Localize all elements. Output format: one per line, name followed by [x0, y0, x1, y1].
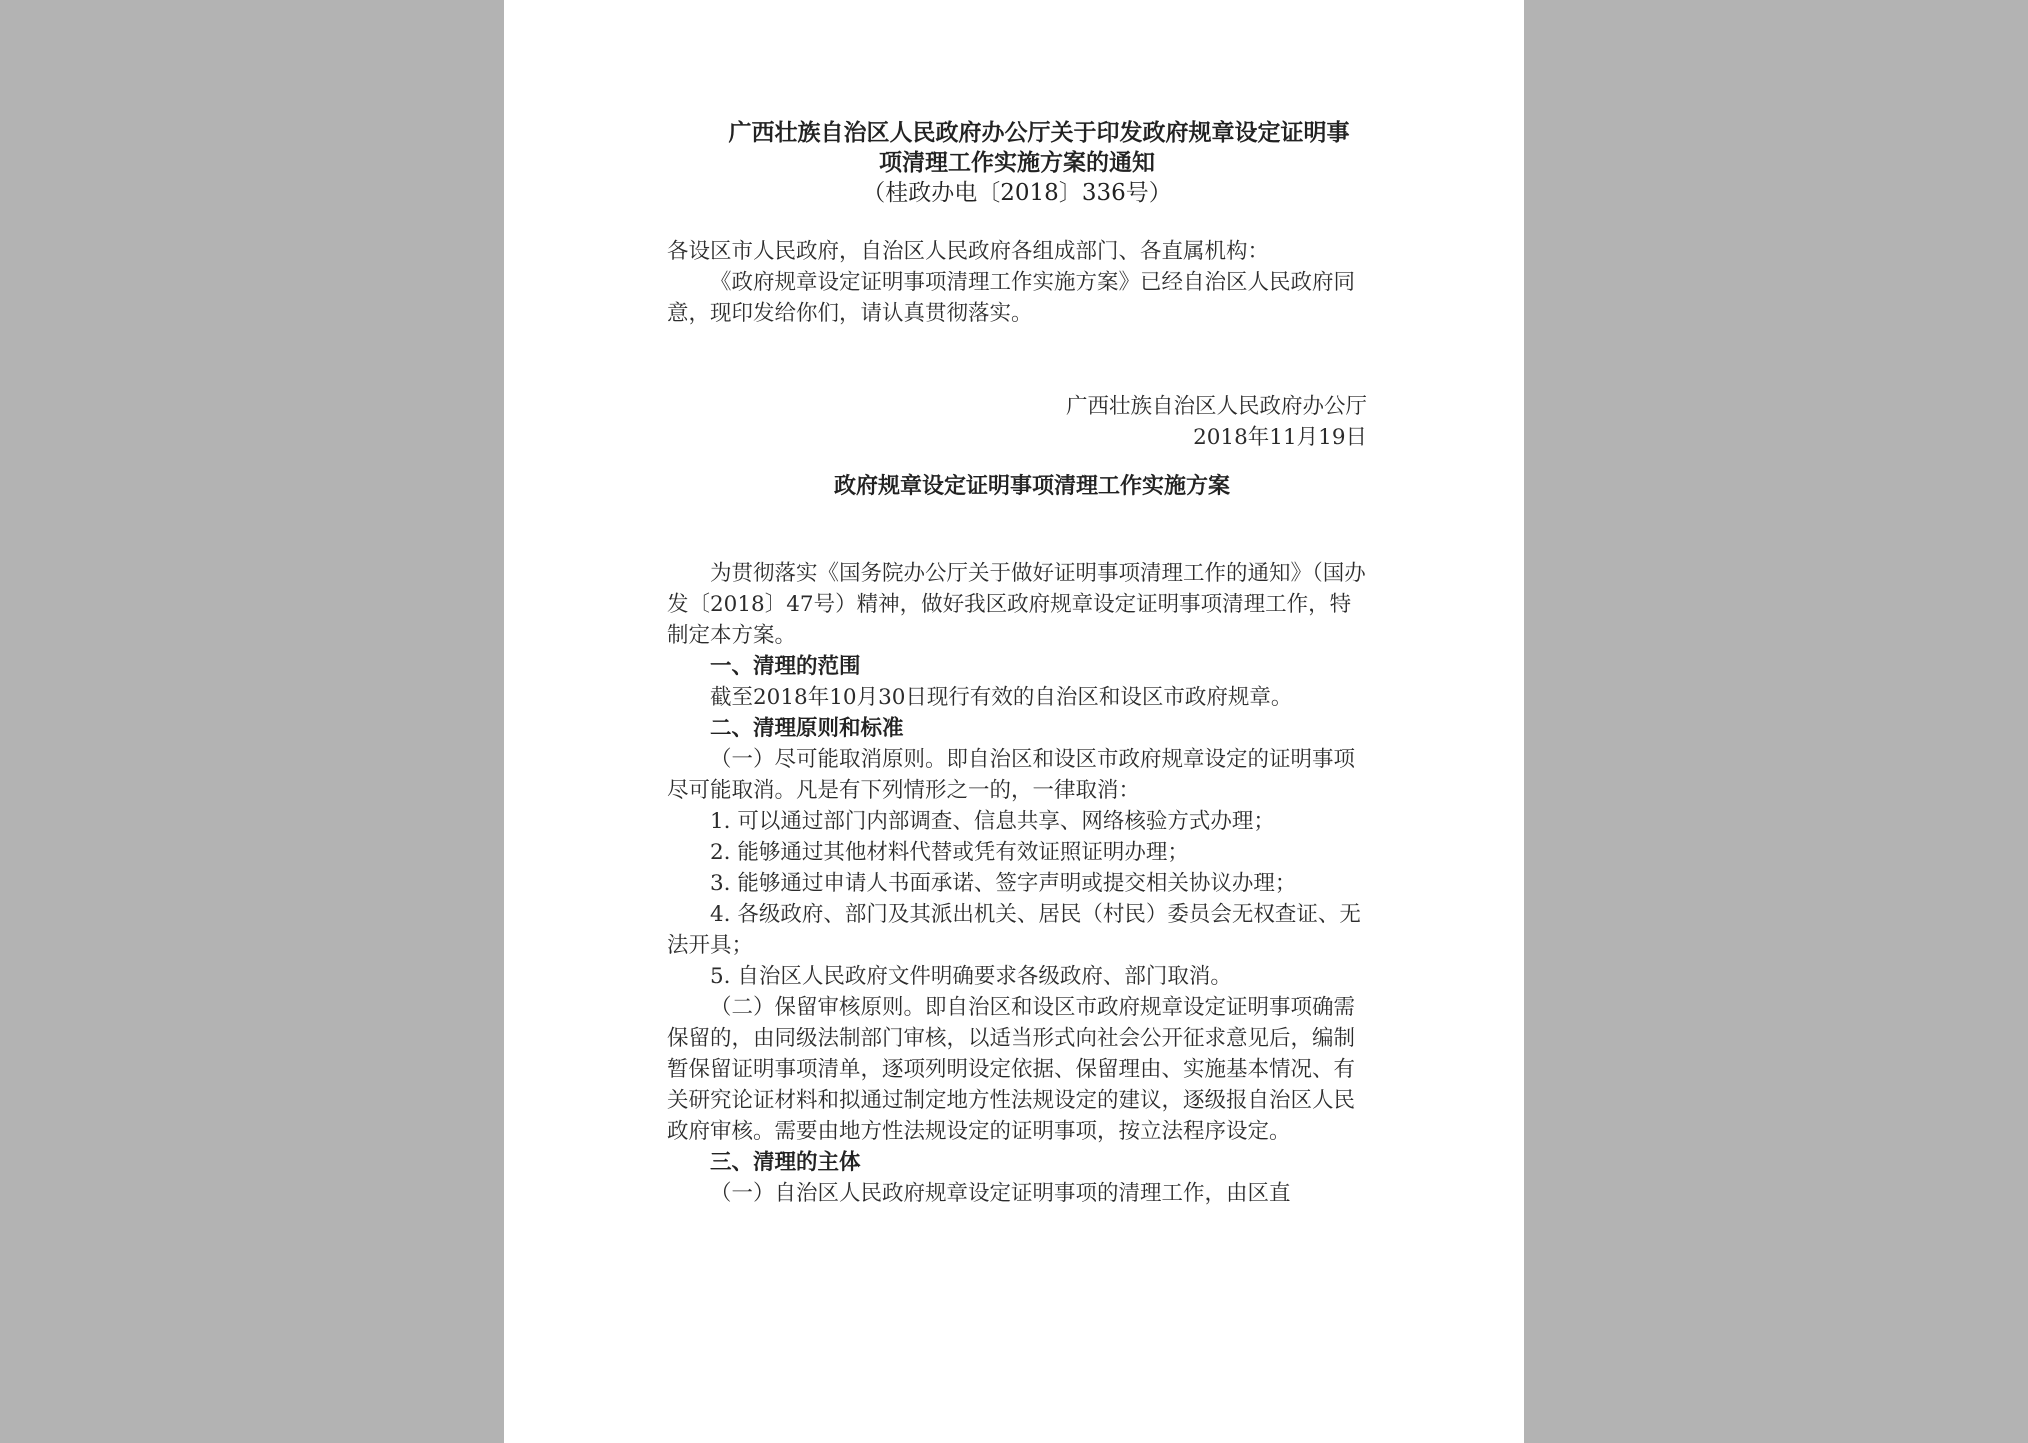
list-item: 3. 能够通过申请人书面承诺、签字声明或提交相关协议办理； [710, 871, 1297, 896]
page-content [667, 118, 1367, 1209]
document-page [504, 0, 1524, 1443]
section-body-subject: （一）自治区人民政府规章设定证明事项的清理工作，由区直 [710, 1181, 1291, 1206]
list-item: 4. 各级政府、部门及其派出机关、居民（村民）委员会无权查证、无法开具； [667, 902, 1361, 958]
list-item: 1. 可以通过部门内部调查、信息共享、网络核验方式办理； [710, 809, 1275, 834]
section-heading-scope: 一、清理的范围 [710, 654, 861, 679]
section-heading-subject: 三、清理的主体 [710, 1150, 861, 1175]
list-item: 5. 自治区人民政府文件明确要求各级政府、部门取消。 [710, 964, 1232, 989]
plan-intro: 为贯彻落实《国务院办公厅关于做好证明事项清理工作的通知》（国办发〔2018〕47号）精神，做好我区政府规章设定证明事项清理工作，特制定本方案。 [667, 561, 1366, 648]
issue-date: 2018年11月19日 [1193, 425, 1367, 450]
list-item: 2. 能够通过其他材料代替或凭有效证照证明办理； [710, 840, 1189, 865]
principle-retain: （二）保留审核原则。即自治区和设区市政府规章设定证明事项确需保留的，由同级法制部门审核，以适当形式向社会公开征求意见后，编制暂保留证明事项清单，逐项列明设定依据、保留理由、实施基本情况、有关研究论证材料和拟通过制定地方性法规设定的建议，逐级报自治区人民政府审核。需要由地方性法规设定的证明事项，按立法程序设定。 [667, 995, 1356, 1144]
doc-number: （桂政办电〔2018〕336号） [862, 180, 1172, 206]
section-body-scope: 截至2018年10月30日现行有效的自治区和设区市政府规章。 [710, 685, 1293, 710]
plan-title: 政府规章设定证明事项清理工作实施方案 [833, 473, 1230, 499]
notice-title [667, 118, 1367, 208]
notice-title-line1: 广西壮族自治区人民政府办公厅关于印发政府规章设定证明事 [728, 119, 1350, 146]
notice-title-line2: 项清理工作实施方案的通知 [879, 149, 1155, 176]
issuer: 广西壮族自治区人民政府办公厅 [1065, 394, 1367, 419]
addressee: 各设区市人民政府，自治区人民政府各组成部门、各直属机构： [667, 239, 1270, 264]
section-heading-principles: 二、清理原则和标准 [710, 716, 904, 741]
principle-cancel: （一）尽可能取消原则。即自治区和设区市政府规章设定的证明事项尽可能取消。凡是有下列情形之一的，一律取消： [667, 747, 1356, 803]
notice-body: 《政府规章设定证明事项清理工作实施方案》已经自治区人民政府同意，现印发给你们，请认真贯彻落实。 [667, 270, 1356, 326]
